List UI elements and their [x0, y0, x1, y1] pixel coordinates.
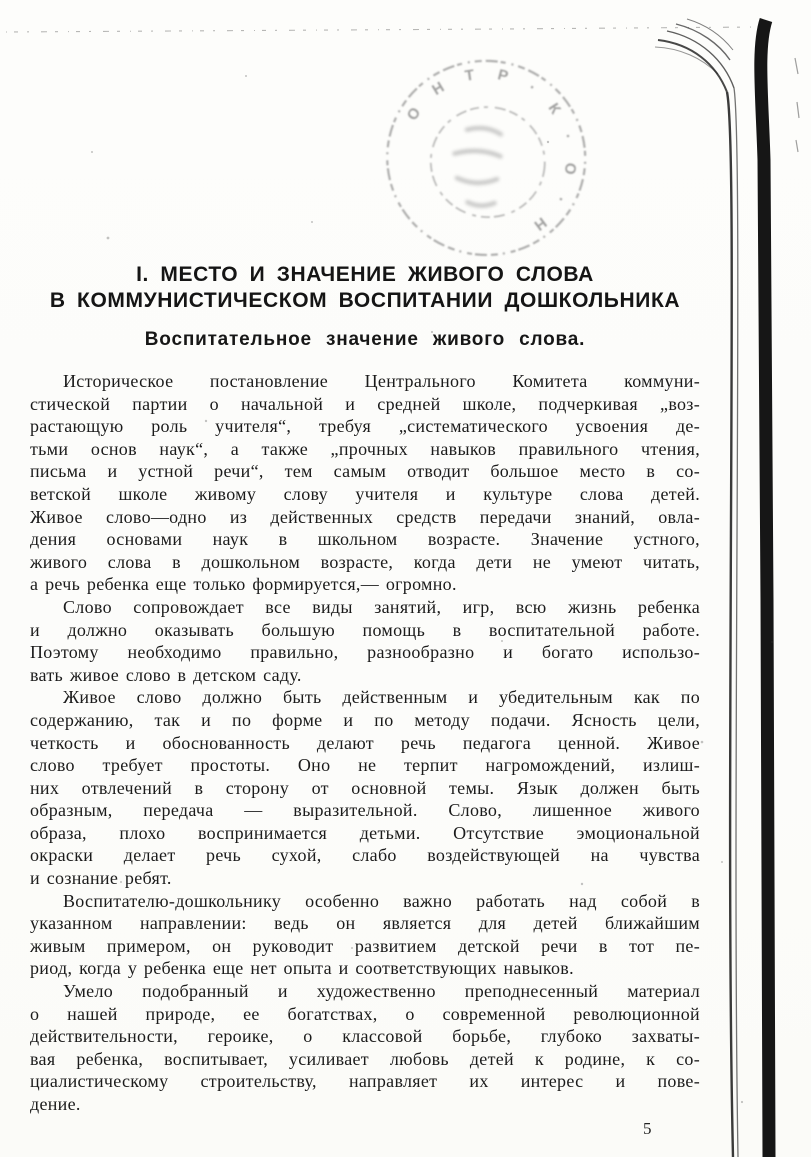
text-column — [30, 262, 700, 1116]
body-text — [30, 370, 700, 1116]
paragraph-5 — [30, 980, 700, 1116]
text-line: стической партии о начальной и средней школе, подчеркивая „воз- — [30, 393, 700, 414]
text-line: и сознание ребят. — [30, 868, 172, 889]
text-line: слово требует простоты. Оно не терпит нагромождений, излиш- — [30, 755, 700, 776]
section-subtitle: Воспитательное значение живого слова. — [144, 329, 586, 350]
text-line: дение. — [30, 1094, 81, 1114]
text-line: а речь ребенка еще только формируется,— огромно. — [30, 574, 457, 595]
text-line: о нашей природе, ее богатствах, о современной революционной — [30, 1003, 700, 1024]
text-line: Слово сопровождает все виды занятий, игр, всю жизнь ребенка — [63, 596, 700, 617]
text-line: Живое слово—одно из действенных средств передачи знаний, овла- — [30, 506, 700, 527]
text-line: растающую роль учителя“, требуя „систематического усвоения де- — [30, 416, 700, 437]
paragraph-4 — [30, 890, 700, 980]
text-line: письма и устной речи“, тем самым отводит большое место в со- — [30, 461, 700, 482]
text-line: вать живое слово в детском саду. — [30, 664, 302, 685]
text-line: четкость и обоснованность делают речь педагога ценной. Живое — [30, 732, 700, 753]
text-line: образным, передача — выразительной. Слово, лишенное живого — [30, 800, 700, 821]
text-line: вая ребенка, воспитывает, усиливает любовь детей к родине, к со- — [30, 1048, 700, 1069]
text-line: содержанию, так и по форме и по методу подачи. Ясность цели, — [30, 709, 700, 730]
text-line: циалистическому строительству, направляет их интерес и пове- — [30, 1071, 700, 1092]
chapter-title-line-1: I. МЕСТО И ЗНАЧЕНИЕ ЖИВОГО СЛОВА — [136, 263, 594, 286]
text-line: действительности, героике, о классовой борьбе, глубоко захваты- — [30, 1026, 700, 1047]
text-line: образа, плохо воспринимается детьми. Отсутствие эмоциональной — [30, 822, 700, 843]
stamp-arc-text: О Н Т Р · К · О · Н — [403, 65, 580, 240]
text-line: живого слова в дошкольном возрасте, когда дети не умеют читать, — [30, 551, 700, 572]
text-line: Умело подобранный и художественно преподнесенный материал — [63, 981, 700, 1002]
text-line: тьми основ наук“, а также „прочных навыков правильного чтения, — [30, 438, 700, 459]
chapter-title-line-2: В КОММУНИСТИЧЕСКОМ ВОСПИТАНИИ ДОШКОЛЬНИКА — [49, 289, 681, 312]
text-line: дения основами наук в школьном возрасте. Значение устного, — [30, 529, 700, 550]
text-line: окраски делает речь сухой, слабо воздействующей на чувства — [30, 845, 700, 866]
text-line: ветской школе живому слову учителя и культуре слова детей. — [30, 483, 700, 504]
text-line: живым примером, он руководит развитием детской речи в тот пе- — [30, 935, 700, 956]
paragraph-1 — [30, 370, 700, 596]
text-line: риод, когда у ребенка еще нет опыта и соответствующих навыков. — [30, 958, 574, 979]
paragraph-2 — [30, 596, 700, 686]
text-line: Историческое постановление Центрального Комитета коммуни- — [63, 371, 700, 391]
paragraph-3 — [30, 686, 700, 889]
text-line: Живое слово должно быть действенным и убедительным как по — [63, 687, 700, 708]
text-line: них отвлечений в сторону от основной темы. Язык должен быть — [30, 777, 700, 798]
chapter-title — [30, 262, 700, 314]
text-line: указанном направлении: ведь он является для детей ближайшим — [30, 913, 700, 934]
text-line: Поэтому необходимо правильно, разнообразно и богато использо- — [30, 642, 700, 663]
page-number: 5 — [643, 1119, 653, 1138]
text-line: и должно оказывать большую помощь в воспитательной работе. — [30, 619, 700, 640]
text-line: Воспитателю-дошкольнику особенно важно работать над собой в — [63, 890, 700, 911]
